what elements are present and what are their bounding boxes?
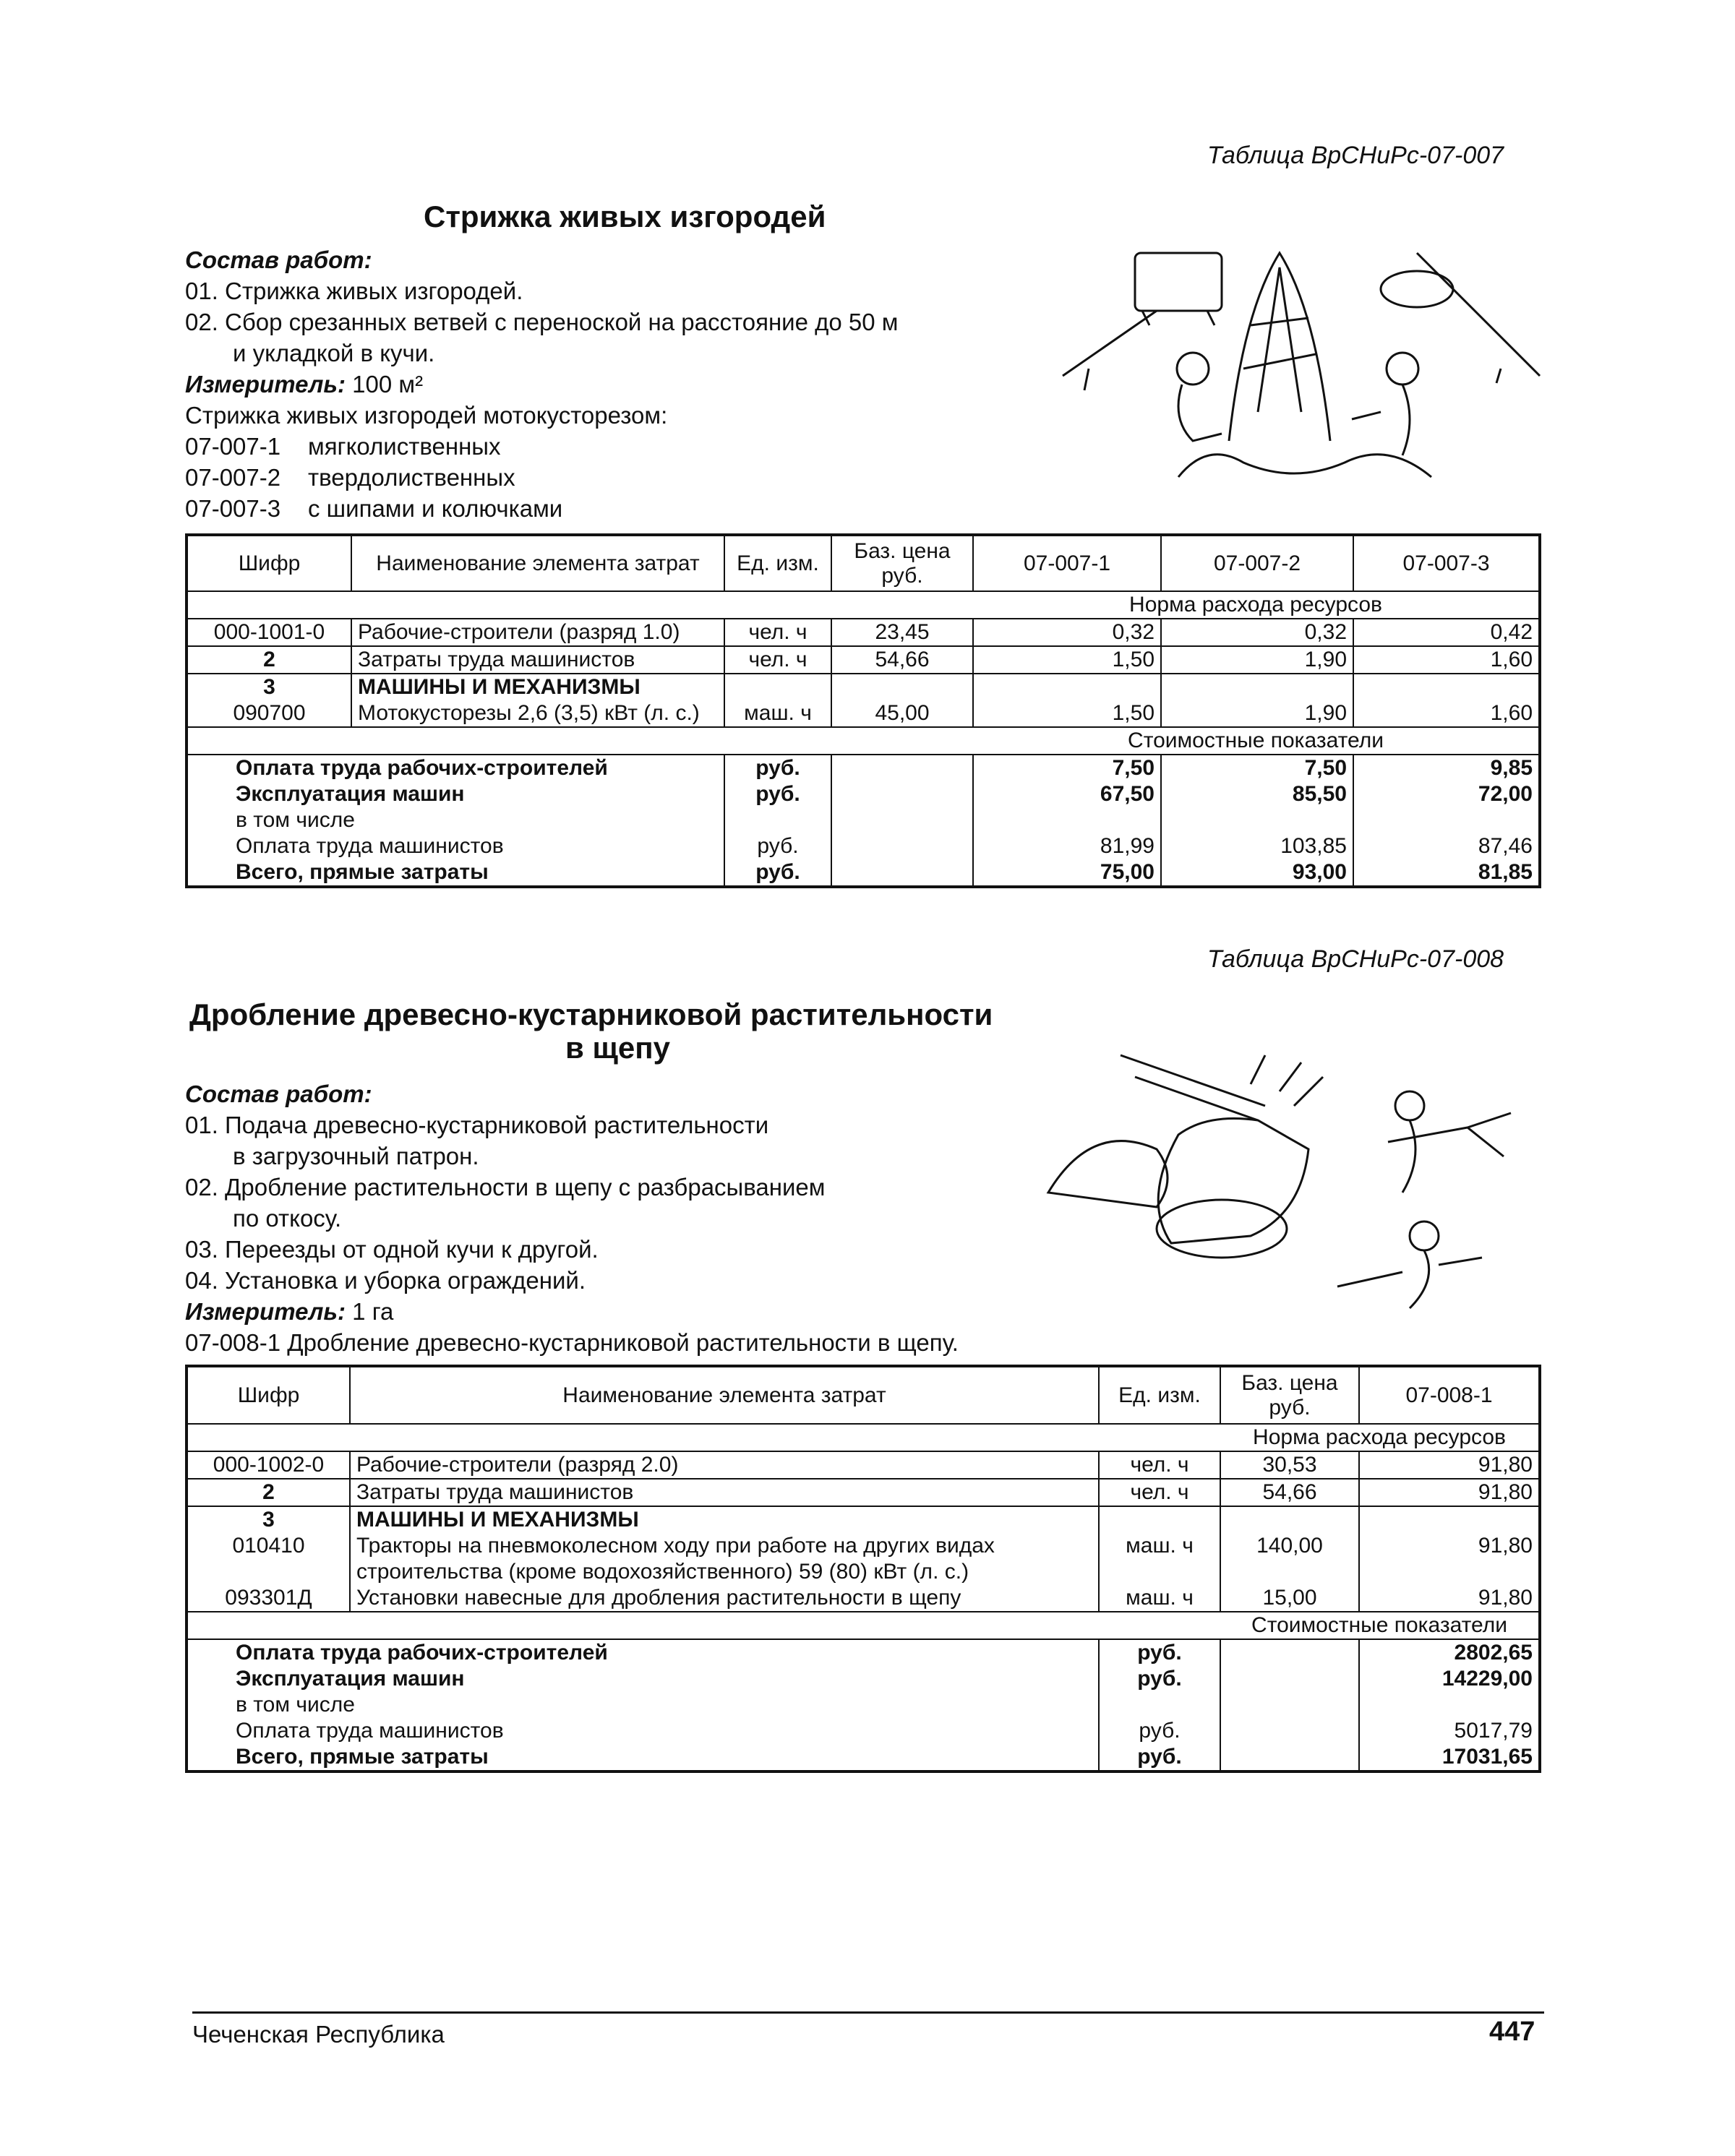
col-variant-header: 07-007-1 [973,535,1161,591]
work-heading: Состав работ: [185,1081,372,1107]
table-row-continued: строительства (кроме водохозяйственного) 59 (80) кВт (л. с.) [187,1559,1540,1585]
table-row: 093301Д Установки навесные для дробления растительности в щепу маш. ч 15,00 91,80 [187,1585,1540,1612]
measure-value: 100 м² [352,371,424,398]
work-item: 04. Установка и уборка ограждений. [185,1267,586,1294]
variant-item: 07-007-3 с шипами и колючками [185,495,563,522]
measure-value: 1 га [352,1298,394,1325]
table-row: 3 МАШИНЫ И МЕХАНИЗМЫ [187,674,1540,700]
work-item: 01. Подача древесно-кустарниковой растительности [185,1112,769,1138]
col-code-header: Шифр [187,535,351,591]
variant-item: 07-007-2 твердолиственных [185,464,515,491]
cost-label: Стоимостные показатели [1128,729,1384,752]
work-item: 02. Дробление растительности в щепу с разбрасыванием [185,1174,826,1201]
resource-table [185,1365,1541,1773]
cost-row: в том числе [187,807,1540,833]
cost-row: Оплата труда рабочих-строителей руб. 2802,65 [187,1639,1540,1666]
col-name-header: Наименование элемента затрат [350,1366,1099,1424]
work-composition [185,244,1053,524]
measure [185,1296,1096,1327]
table-row: 090700 Мотокусторезы 2,6 (3,5) кВт (л. с.) маш. ч 45,00 1,50 1,90 1,60 [187,700,1540,727]
col-variant-header: 07-007-3 [1353,535,1540,591]
section-title: Дробление древесно-кустарниковой растительности [189,997,993,1031]
measure-label: Измеритель: [185,1298,346,1325]
col-variant-header: 07-008-1 [1359,1366,1540,1424]
table-row: 010410 Тракторы на пневмоколесном ходу при работе на других видах маш. ч 140,00 91,80 [187,1533,1540,1559]
table-row: 2 Затраты труда машинистов чел. ч 54,66 1,50 1,90 1,60 [187,646,1540,674]
table-row: 3 МАШИНЫ И МЕХАНИЗМЫ [187,1506,1540,1533]
col-price-header: Баз. цена руб. [831,535,973,591]
intro-text: Стрижка живых изгородей мотокусторезом: [185,402,668,429]
variant-item: 07-007-1 мягколиственных [185,433,501,460]
cost-label: Стоимостные показатели [1251,1613,1507,1637]
hedge-trimming-illustration [1041,224,1547,513]
col-variant-header: 07-007-2 [1161,535,1353,591]
cost-row: в том числе [187,1692,1540,1718]
col-unit-header: Ед. изм. [1099,1366,1220,1424]
col-unit-header: Ед. изм. [724,535,831,591]
measure-label: Измеритель: [185,371,346,398]
resource-table [185,533,1541,888]
cost-label-row [187,727,1540,755]
table-row: 000-1002-0 Рабочие-строители (разряд 2.0) чел. ч 30,53 91,80 [187,1451,1540,1479]
work-composition [185,1078,1096,1358]
cost-row: Оплата труда машинистов руб. 81,99 103,85 87,46 [187,833,1540,859]
table-label: Таблица ВрСНиРс-07-007 [1207,142,1504,169]
work-item: 02. Сбор срезанных ветвей с переноской на расстояние до 50 м [185,309,899,335]
section-title-continued: в щепу [565,1031,671,1065]
table-label: Таблица ВрСНиРс-07-008 [1207,945,1504,973]
norm-label: Норма расхода ресурсов [1253,1425,1506,1449]
col-code-header: Шифр [187,1366,350,1424]
work-item: по откосу. [233,1205,342,1232]
cost-row: Всего, прямые затраты руб. 75,00 93,00 81,85 [187,859,1540,887]
measure [185,369,1053,400]
col-name-header: Наименование элемента затрат [351,535,724,591]
norm-label: Норма расхода ресурсов [1129,593,1382,617]
section-title: Стрижка живых изгородей [424,199,826,233]
col-price-header: Баз. цена руб. [1220,1366,1359,1424]
table-row: 000-1001-0 Рабочие-строители (разряд 1.0) чел. ч 23,45 0,32 0,32 0,42 [187,619,1540,646]
work-heading: Состав работ: [185,246,372,273]
page-number: 447 [1489,2017,1535,2047]
cost-row: Эксплуатация машин руб. 14229,00 [187,1666,1540,1692]
wood-chipper-illustration [1034,1026,1540,1330]
footer-divider [192,2011,1544,2014]
table-row: 2 Затраты труда машинистов чел. ч 54,66 91,80 [187,1479,1540,1506]
work-item: 03. Переезды от одной кучи к другой. [185,1236,599,1263]
work-item: и укладкой в кучи. [233,340,435,366]
table-header [187,1366,1540,1424]
cost-row: Оплата труда машинистов руб. 5017,79 [187,1718,1540,1744]
table-header [187,535,1540,591]
cost-label-row [187,1612,1540,1639]
footer-region: Чеченская Республика [192,2021,445,2048]
work-item: в загрузочный патрон. [233,1143,479,1169]
work-item: 01. Стрижка живых изгородей. [185,278,523,304]
variant-item: 07-008-1 Дробление древесно-кустарниковой растительности в щепу. [185,1329,959,1356]
cost-row: Всего, прямые затраты руб. 17031,65 [187,1744,1540,1771]
norm-label-row [187,1424,1540,1451]
cost-row: Эксплуатация машин руб. 67,50 85,50 72,00 [187,781,1540,807]
cost-row: Оплата труда рабочих-строителей руб. 7,50 7,50 9,85 [187,755,1540,781]
norm-label-row [187,591,1540,619]
